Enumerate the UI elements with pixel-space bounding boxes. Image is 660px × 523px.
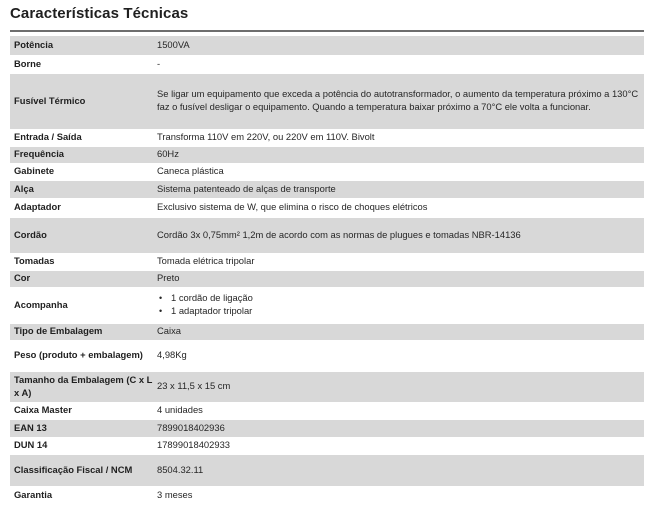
included-items-list bbox=[157, 292, 644, 318]
spec-label: Peso (produto + embalagem) bbox=[10, 340, 153, 371]
spec-value: 23 x 11,5 x 15 cm bbox=[153, 371, 644, 402]
spec-row-tomadas bbox=[10, 253, 644, 270]
spec-value: - bbox=[153, 55, 644, 73]
spec-label: Alça bbox=[10, 180, 153, 198]
spec-value: Caneca plástica bbox=[153, 163, 644, 180]
spec-label: Cor bbox=[10, 270, 153, 287]
spec-value: Caixa bbox=[153, 323, 644, 340]
spec-row-fusivel-termico bbox=[10, 73, 644, 129]
spec-label: Adaptador bbox=[10, 198, 153, 217]
list-item: • 1 adaptador tripolar bbox=[171, 305, 644, 318]
spec-row-acompanha bbox=[10, 287, 644, 323]
spec-label: DUN 14 bbox=[10, 437, 153, 454]
spec-row-frequencia bbox=[10, 146, 644, 163]
spec-label: Frequência bbox=[10, 146, 153, 163]
specs-table bbox=[10, 36, 644, 505]
title-divider bbox=[10, 30, 644, 32]
spec-value: Transforma 110V em 220V, ou 220V em 110V. Bivolt bbox=[153, 129, 644, 146]
spec-value: 4 unidades bbox=[153, 402, 644, 419]
spec-value: 17899018402933 bbox=[153, 437, 644, 454]
spec-row-ean-13 bbox=[10, 419, 644, 437]
spec-row-entrada-saida bbox=[10, 129, 644, 146]
spec-row-potencia bbox=[10, 36, 644, 55]
spec-label: Tamanho da Embalagem (C x L x A) bbox=[10, 371, 153, 402]
spec-row-garantia bbox=[10, 486, 644, 504]
spec-value: 60Hz bbox=[153, 146, 644, 163]
spec-label: Borne bbox=[10, 55, 153, 73]
spec-label: Acompanha bbox=[10, 287, 153, 323]
spec-value: Se ligar um equipamento que exceda a potência do autotransformador, o aumento da temperatura próximo a 130°C faz o fusível desligar o equipamento. Quando a temperatura baixar próximo a 70°C ele volta a funcionar. bbox=[153, 73, 644, 129]
spec-row-alca bbox=[10, 180, 644, 198]
spec-label: Gabinete bbox=[10, 163, 153, 180]
spec-label: Entrada / Saída bbox=[10, 129, 153, 146]
spec-row-tamanho-embalagem bbox=[10, 371, 644, 402]
page-title: Características Técnicas bbox=[10, 5, 189, 22]
spec-label: Tomadas bbox=[10, 253, 153, 270]
spec-row-gabinete bbox=[10, 163, 644, 180]
spec-label: Garantia bbox=[10, 486, 153, 504]
spec-value bbox=[153, 287, 644, 323]
spec-value: 4,98Kg bbox=[153, 340, 644, 371]
spec-label: Fusível Térmico bbox=[10, 73, 153, 129]
spec-value: Exclusivo sistema de W, que elimina o risco de choques elétricos bbox=[153, 198, 644, 217]
spec-value: Cordão 3x 0,75mm² 1,2m de acordo com as normas de plugues e tomadas NBR-14136 bbox=[153, 217, 644, 253]
spec-label: Tipo de Embalagem bbox=[10, 323, 153, 340]
spec-label: Potência bbox=[10, 36, 153, 55]
spec-row-cordao bbox=[10, 217, 644, 253]
spec-row-dun-14 bbox=[10, 437, 644, 454]
spec-value: 3 meses bbox=[153, 486, 644, 504]
spec-value: Tomada elétrica tripolar bbox=[153, 253, 644, 270]
spec-value: 1500VA bbox=[153, 36, 644, 55]
spec-label: Classificação Fiscal / NCM bbox=[10, 454, 153, 486]
spec-value: Preto bbox=[153, 270, 644, 287]
spec-label: Caixa Master bbox=[10, 402, 153, 419]
spec-row-adaptador bbox=[10, 198, 644, 217]
spec-value: 7899018402936 bbox=[153, 419, 644, 437]
spec-row-borne bbox=[10, 55, 644, 73]
spec-value: Sistema patenteado de alças de transporte bbox=[153, 180, 644, 198]
spec-label: Cordão bbox=[10, 217, 153, 253]
spec-value: 8504.32.11 bbox=[153, 454, 644, 486]
list-item: • 1 cordão de ligação bbox=[171, 292, 644, 305]
spec-row-caixa-master bbox=[10, 402, 644, 419]
spec-row-cor bbox=[10, 270, 644, 287]
spec-row-peso bbox=[10, 340, 644, 371]
spec-label: EAN 13 bbox=[10, 419, 153, 437]
spec-row-classificacao-fiscal bbox=[10, 454, 644, 486]
spec-row-tipo-embalagem bbox=[10, 323, 644, 340]
